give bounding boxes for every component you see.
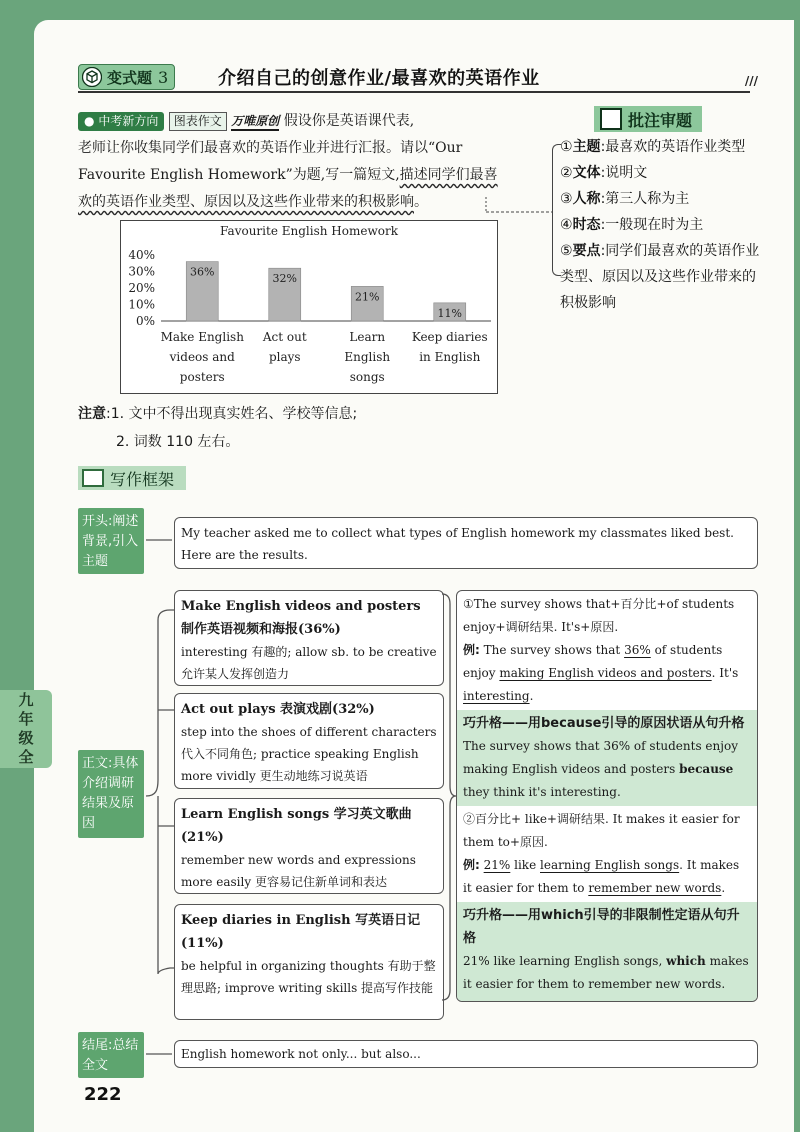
homework-title-zh: 表演戏剧 <box>275 702 333 717</box>
x-tick-label: in English <box>419 350 481 364</box>
annotation-num: ① <box>560 139 573 155</box>
homework-percent: (11%) <box>181 936 224 951</box>
bar-value-label: 32% <box>272 272 297 286</box>
homework-title-zh: 制作英语视频和海报 <box>181 622 299 637</box>
y-tick-label: 20% <box>128 281 155 295</box>
y-tick-label: 10% <box>128 297 155 312</box>
homework-percent: (32%) <box>332 702 375 717</box>
annotation-list <box>560 134 760 316</box>
ending-box <box>174 1040 758 1068</box>
y-tick-label: 40% <box>128 248 155 262</box>
example-text: . It's <box>711 666 739 680</box>
bulb-icon: ● <box>84 114 95 128</box>
example-percent: 21% <box>483 858 511 872</box>
annotation-item <box>560 160 760 186</box>
example-result: learning English songs <box>540 858 680 872</box>
pattern-2 <box>457 806 757 902</box>
opening-box <box>174 517 758 569</box>
opening-connector <box>144 530 176 550</box>
opening-label: 开头:阐述背景,引入主题 <box>78 508 144 574</box>
pattern-1 <box>457 591 757 710</box>
homework-box-diaries <box>174 904 444 1020</box>
homework-title-zh: 学习英文歌曲 <box>329 807 412 822</box>
upgrade-1-title: 巧升格——用because引导的原因状语从句升格 <box>463 716 745 731</box>
grade-tab-label: 九年级全 <box>18 691 34 766</box>
task-key-requirement-b: 欢的英语作业类型、原因以及这些作业带来的积极影响 <box>78 194 414 210</box>
annotation-key: 时态 <box>572 217 601 233</box>
example-reason: interesting <box>463 689 530 703</box>
task-line-1 <box>78 108 548 135</box>
header-ticks: /// <box>744 74 758 88</box>
note-line-1 <box>78 400 357 428</box>
x-tick-label: posters <box>179 370 225 384</box>
annotation-num: ② <box>560 165 573 181</box>
homework-box-songs <box>174 798 444 894</box>
upgrade-text: makes it easier for them to remember new words. <box>463 954 749 991</box>
homework-title <box>181 909 437 955</box>
variant-number: 3 <box>158 67 169 87</box>
note-item-2: 2. 词数 110 左右。 <box>116 434 240 450</box>
example-text: . It makes it easier for them to <box>463 858 740 895</box>
example-percent: 36% <box>624 643 651 657</box>
bar-value-label: 11% <box>437 306 462 320</box>
annotation-item <box>560 186 760 212</box>
tag-new-direction <box>78 112 164 131</box>
upgrade-2-title: 巧升格——用which引导的非限制性定语从句升格 <box>463 908 740 946</box>
homework-box-plays <box>174 693 444 789</box>
upgrade-text: they think it's interesting. <box>463 785 621 799</box>
example-text: like <box>510 858 540 872</box>
bar-chart-svg <box>121 221 497 393</box>
homework-title-en: Keep diaries in English <box>181 913 351 928</box>
homework-title <box>181 698 437 721</box>
section-heading <box>78 466 186 490</box>
annotation-num: ⑤ <box>560 243 573 259</box>
homework-detail: remember new words and expressions more easily 更容易记住新单词和表达 <box>181 853 416 889</box>
example-reason: remember new words <box>588 881 722 895</box>
example-text: of students enjoy <box>463 643 723 680</box>
cube-icon <box>82 67 102 87</box>
upgrade-keyword: because <box>679 762 734 776</box>
example-text: . <box>721 881 726 895</box>
ending-label: 结尾:总结全文 <box>78 1032 144 1078</box>
example-result: making English videos and posters <box>499 666 712 680</box>
body-connector <box>144 600 176 980</box>
homework-detail: interesting 有趣的; allow sb. to be creative 允许某人发挥创造力 <box>181 645 437 681</box>
page-number: 222 <box>84 1084 122 1105</box>
annotation-text: :同学们最喜欢的英语作业类型、原因以及这些作业带来的积极影响 <box>560 243 760 311</box>
framework-icon <box>82 469 104 487</box>
upgrade-text: The survey shows that 36% of students enjoy making English videos and posters <box>463 739 738 776</box>
upgrade-2 <box>457 902 757 1002</box>
annotation-header <box>594 106 702 132</box>
y-tick-label: 0% <box>135 314 155 328</box>
note <box>78 400 357 456</box>
annotation-num: ③ <box>560 191 573 207</box>
annotation-num: ④ <box>560 217 573 233</box>
pattern-2-example <box>463 854 751 900</box>
tag-original: 万唯原创 <box>231 114 279 131</box>
opening-text: My teacher asked me to collect what types of English homework my classmates liked best. Here are the results. <box>181 526 734 562</box>
x-tick-label: Make English <box>160 330 244 344</box>
body-label: 正文:具体介绍调研结果及原因 <box>78 750 144 838</box>
x-tick-label: English <box>344 350 391 364</box>
header-rule <box>78 91 750 93</box>
example-label: 例: <box>463 643 480 657</box>
task-annotation-connector <box>470 196 560 216</box>
upgrade-keyword: which <box>666 954 706 968</box>
section-title: 写作框架 <box>110 469 175 489</box>
bar-chart <box>120 220 498 394</box>
annotation-text: :第三人称为主 <box>600 191 690 207</box>
example-text: . <box>529 689 534 703</box>
bar-value-label: 21% <box>355 290 380 304</box>
homework-title <box>181 595 437 641</box>
annotation-text: :一般现在时为主 <box>600 217 704 233</box>
example-label: 例: <box>463 858 480 872</box>
pattern-2-formula: ②百分比+ like+调研结果. It makes it easier for them to+原因. <box>463 812 740 849</box>
x-tick-label: plays <box>268 350 301 364</box>
annotation-key: 文体 <box>572 165 601 181</box>
annotation-item <box>560 212 760 238</box>
x-tick-label: Learn <box>349 330 386 344</box>
task-text-3a: Favourite English Homework”为题,写一篇短文, <box>78 167 400 183</box>
homework-title-en: Learn English songs <box>181 807 330 822</box>
grade-tab <box>0 690 52 768</box>
task-period: 。 <box>414 194 428 210</box>
upgrade-text: 21% like learning English songs, <box>463 954 667 968</box>
annotation-key: 主题 <box>572 139 601 155</box>
x-tick-label: Act out <box>262 330 307 344</box>
example-text: The survey shows that <box>479 643 625 657</box>
pattern-1-example <box>463 639 751 708</box>
tag-new-direction-label: 中考新方向 <box>98 114 159 128</box>
homework-title-en: Act out plays <box>181 702 276 717</box>
annotation-key: 人称 <box>572 191 601 207</box>
task-line-3 <box>78 162 548 189</box>
homework-title <box>181 803 437 849</box>
task-text-1: 假设你是英语课代表, <box>283 113 415 129</box>
pattern-1-formula: ①The survey shows that+百分比+of students enjoy+调研结果. It's+原因. <box>463 597 735 634</box>
upgrade-2-sentence <box>463 950 751 996</box>
ending-text: English homework not only... but also... <box>181 1047 421 1061</box>
homework-detail: step into the shoes of different characters 代入不同角色; practice speaking English more vividly 更生动地练习说英语 <box>181 725 437 783</box>
exercise-header <box>78 64 758 90</box>
tag-chart-essay: 图表作文 <box>169 112 227 131</box>
variant-label: 变式题 <box>107 68 153 87</box>
homework-title-en: Make English videos and posters <box>181 599 421 614</box>
x-tick-label: videos and <box>169 350 235 364</box>
annotation-item <box>560 238 760 316</box>
annotation-text: :说明文 <box>600 165 648 181</box>
variant-badge <box>78 64 175 90</box>
task-line-2: 老师让你收集同学们最喜欢的英语作业并进行汇报。请以“Our <box>78 140 463 156</box>
annotation-text: :最喜欢的英语作业类型 <box>600 139 746 155</box>
exercise-title: 介绍自己的创意作业/最喜欢的英语作业 <box>218 68 540 89</box>
chart-title: Favourite English Homework <box>220 224 398 238</box>
sentence-patterns-panel <box>456 590 758 1002</box>
y-tick-label: 30% <box>128 264 155 279</box>
homework-detail: be helpful in organizing thoughts 有助于整理思路; improve writing skills 提高写作技能 <box>181 959 436 995</box>
x-tick-label: Keep diaries <box>411 330 488 344</box>
ending-connector <box>144 1046 176 1066</box>
upgrade-1 <box>457 710 757 806</box>
annotation-key: 要点 <box>572 243 601 259</box>
annotation-item <box>560 134 760 160</box>
homework-percent: (36%) <box>298 622 341 637</box>
note-item-1: :1. 文中不得出现真实姓名、学校等信息; <box>106 406 358 422</box>
homework-percent: (21%) <box>181 830 224 845</box>
homework-box-videos <box>174 590 444 686</box>
upgrade-1-sentence <box>463 735 751 804</box>
bar-value-label: 36% <box>190 265 215 279</box>
pen-icon <box>600 108 622 130</box>
x-tick-label: songs <box>349 370 385 384</box>
homework-title-zh: 写英语日记 <box>350 913 421 928</box>
annotation-title: 批注审题 <box>628 110 693 130</box>
note-label: 注意 <box>78 406 106 422</box>
task-key-requirement-a: 描述同学们最喜 <box>399 167 498 183</box>
